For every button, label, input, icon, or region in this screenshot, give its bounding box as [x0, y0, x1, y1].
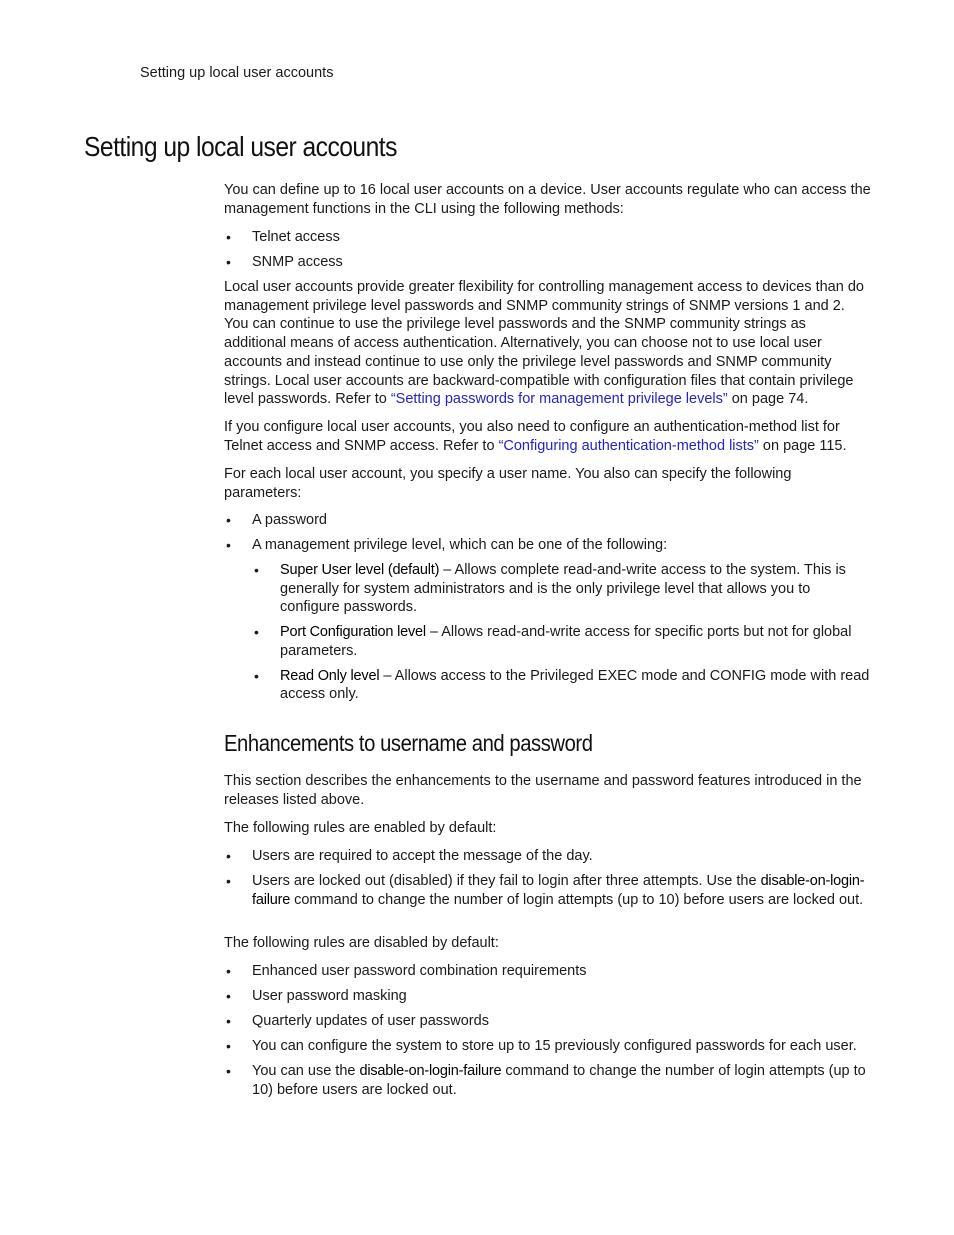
list-item: [224, 536, 872, 555]
list-item: [224, 253, 872, 272]
term-label: Super User level (default): [280, 562, 440, 578]
list-item-text: Users are required to accept the message of the day.: [252, 848, 593, 864]
section1-intro-block: [224, 181, 872, 218]
list-item-text: – Allows access to the Privileged EXEC mode and CONFIG mode with read access only.: [280, 667, 870, 703]
section-title: Setting up local user accounts: [84, 131, 397, 162]
bullet-icon: •: [226, 963, 231, 979]
list-item: [224, 872, 872, 909]
bullet-icon: •: [226, 537, 231, 553]
bullet-icon: •: [226, 873, 231, 889]
subsection-title: Enhancements to username and password: [224, 730, 593, 756]
paragraph-text: on page 74.: [727, 391, 809, 408]
list-item-text: – Allows complete read-and-write access to the system. This is generally for system administrators and is the only privilege level that allows you to configure passwords.: [280, 562, 846, 616]
privilege-levels-list: [252, 561, 872, 704]
enabled-lead: [224, 819, 872, 838]
list-item-text: A password: [252, 512, 327, 528]
list-item-text: command to change the number of login attempts (up to 10) before users are locked out.: [252, 1063, 866, 1098]
list-item: [224, 847, 872, 872]
bullet-icon: •: [226, 229, 231, 245]
disabled-rules-list: [224, 962, 872, 1099]
xref-auth-method-lists-link[interactable]: “Configuring authentication-method lists”: [498, 437, 759, 454]
list-item: [224, 1037, 872, 1062]
paragraph-text: The following rules are disabled by default:: [224, 935, 499, 951]
bullet-icon: •: [226, 1013, 231, 1029]
list-item-text: You can use the: [252, 1063, 360, 1079]
bullet-icon: •: [226, 254, 231, 270]
bullet-icon: •: [254, 624, 259, 641]
parameters-paragraph: [224, 465, 872, 502]
paragraph-text: For each local user account, you specify a user name. You also can specify the following parameters:: [224, 466, 792, 501]
parameters-list: [224, 511, 872, 555]
list-item: [252, 561, 872, 617]
list-item-text: Enhanced user password combination requirements: [252, 963, 587, 979]
running-header: Setting up local user accounts: [140, 65, 334, 81]
list-item: [224, 987, 872, 1012]
command-name: disable-on-login-failure: [252, 873, 865, 908]
intro-paragraph: You can define up to 16 local user accounts on a device. User accounts regulate who can access the management functions in the CLI using the following methods:: [224, 182, 871, 217]
bullet-icon: •: [226, 1063, 231, 1079]
methods-list: [224, 228, 872, 272]
paragraph-text: Local user accounts provide greater flexibility for controlling management access to devices than do management privilege level passwords and SNMP community strings of SNMP versions 1 and 2. You can continue to use the privilege level passwords and the SNMP community strings as additional means of access authentication. Alternatively, you can choose not to use local user accounts and instead continue to use only the privilege level passwords and SNMP community strings. Local user accounts are backward-compatible with configuration files that contain privilege level passwords. Refer to: [224, 279, 864, 408]
list-item: [224, 511, 872, 536]
list-item: [224, 1012, 872, 1037]
list-item-text: command to change the number of login attempts (up to 10) before users are locked out.: [290, 891, 864, 908]
bullet-icon: •: [226, 512, 231, 528]
bullet-icon: •: [226, 848, 231, 864]
paragraph-text: This section describes the enhancements to the username and password features introduced in the releases listed above.: [224, 773, 862, 808]
bullet-icon: •: [226, 988, 231, 1004]
list-item: [252, 623, 872, 660]
list-item-text: You can configure the system to store up to 15 previously configured passwords for each user.: [252, 1038, 857, 1054]
enabled-rules-list: [224, 847, 872, 909]
flexibility-paragraph: [224, 278, 872, 409]
term-label: Read Only level: [280, 667, 380, 684]
bullet-icon: •: [226, 1038, 231, 1054]
list-item-text: Quarterly updates of user passwords: [252, 1013, 489, 1029]
list-item: [224, 962, 872, 987]
disabled-lead: [224, 934, 872, 953]
paragraph-text: on page 115.: [758, 437, 847, 454]
list-item-text: Telnet access: [252, 229, 340, 245]
list-item: [224, 228, 872, 253]
list-item: [252, 667, 872, 704]
command-name: disable-on-login-failure: [359, 1063, 502, 1079]
bullet-icon: •: [254, 562, 259, 578]
enhancements-intro: [224, 772, 872, 809]
list-item-text: User password masking: [252, 988, 407, 1004]
list-item-text: Users are locked out (disabled) if they fail to login after three attempts. Use the: [252, 873, 761, 889]
list-item-text: – Allows read-and-write access for specific ports but not for global parameters.: [280, 624, 852, 659]
bullet-icon: •: [254, 667, 259, 684]
xref-privilege-passwords-link[interactable]: “Setting passwords for management privilege levels”: [390, 391, 728, 408]
list-item-text: A management privilege level, which can be one of the following:: [252, 537, 668, 553]
paragraph-text: The following rules are enabled by default:: [224, 820, 497, 836]
paragraph-text: If you configure local user accounts, you also need to configure an authentication-method list for Telnet access and SNMP access. Refer to: [224, 419, 840, 454]
authentication-paragraph: [224, 418, 872, 455]
term-label: Port Configuration level: [280, 624, 426, 641]
list-item-text: SNMP access: [252, 254, 343, 270]
list-item: [224, 1062, 872, 1099]
